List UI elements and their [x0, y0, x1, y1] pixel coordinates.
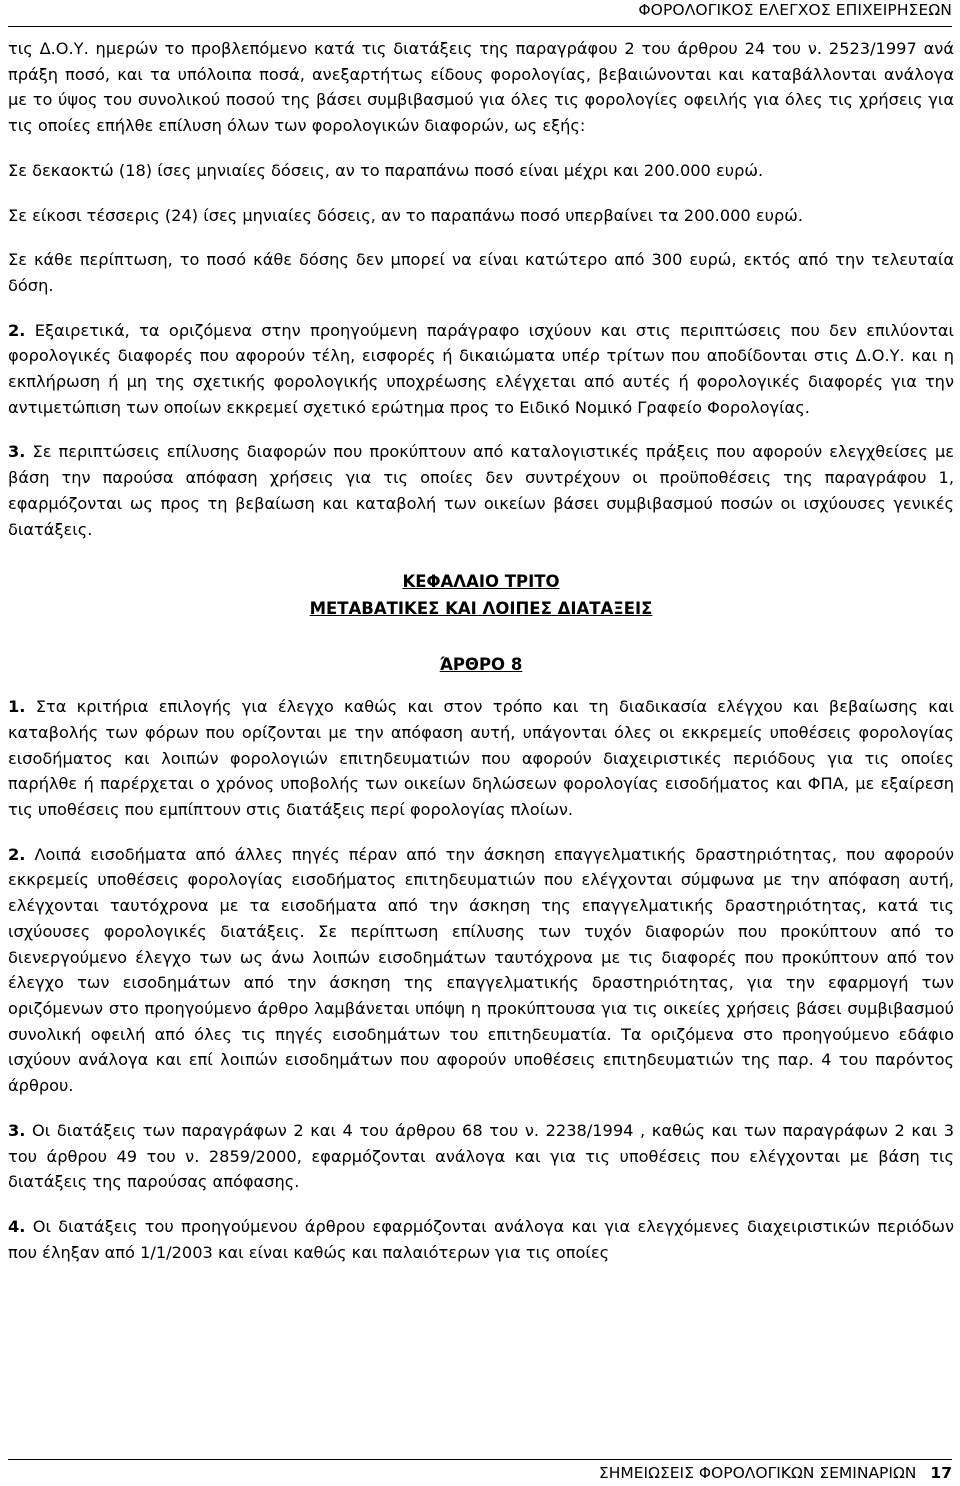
header-title: ΦΟΡΟΛΟΓΙΚΟΣ ΕΛΕΓΧΟΣ ΕΠΙΧΕΙΡΗΣΕΩΝ	[638, 1, 952, 19]
article-paragraph-3	[8, 1118, 954, 1195]
footer-text: ΣΗΜΕΙΩΣΕΙΣ ΦΟΡΟΛΟΓΙΚΩΝ ΣΕΜΙΝΑΡΙΩΝ	[598, 1464, 917, 1482]
paragraph-24-installments: Σε είκοσι τέσσερις (24) ίσες μηνιαίες δόσεις, αν το παραπάνω ποσό υπερβαίνει τα 200.000 ευρώ.	[8, 205, 803, 225]
paragraph-text: Οι διατάξεις του προηγούμενου άρθρου εφαρμόζονται ανάλογα και για ελεγχόμενες διαχειριστικών περιόδων που έληξαν από 1/1/2003 και είναι καθώς και παλαιότερων για τις οποίες	[8, 1216, 954, 1262]
paragraph-number: 3.	[8, 442, 26, 462]
paragraph-text: Σε περιπτώσεις επίλυσης διαφορών που προκύπτουν από καταλογιστικές πράξεις που αφορούν ελεγχθείσες με βάση την παρούσα απόφαση χρήσεις για τις οποίες δεν συντρέχουν οι προϋποθέσεις της παραγράφου 1, εφαρμόζονται ως προς τη βεβαίωση και καταβολή των οικείων βάσει συμβιβασμού ποσών οι ισχύουσες γενικές διατάξεις.	[8, 442, 954, 539]
page-footer	[8, 1459, 952, 1486]
footer-content	[599, 1463, 952, 1483]
paragraph-3	[8, 439, 954, 542]
paragraph-number: 2.	[8, 844, 26, 864]
paragraph-installments-intro: τις Δ.Ο.Υ. ημερών το προβλεπόμενο κατά τις διατάξεις της παραγράφου 2 του άρθρου 24 του ν. 2523/1997 ανά πράξη ποσό, και τα υπόλοιπα ποσά, ανεξαρτήτως είδους φορολογίας, βεβαιώνονται και καταβάλλονται ανάλογα με το ύψος του συνολικού ποσού της βάσει συμβιβασμού για όλες τις φορολογίες οφειλής για όλες τις χρήσεις για τις οποίες επήλθε επίλυση όλων των φορολογικών διαφορών, ως εξής:	[8, 39, 954, 136]
paragraph-text: Εξαιρετικά, τα οριζόμενα στην προηγούμενη παράγραφο ισχύουν και στις περιπτώσεις που δεν επιλύονται φορολογικές διαφορές που αφορούν τέλη, εισφορές ή δικαιώματα υπέρ τρίτων που αποδίδονται στις Δ.Ο.Υ. και η εκπλήρωση ή μη της σχετικής φορολογικής υποχρέωσης ελέγχεται από αυτές ή φορολογικές διαφορές για την αντιμετώπιση των οποίων εκκρεμεί σχετικό ερώτημα προς το Ειδικό Νομικό Γραφείο Φορολογίας.	[8, 320, 954, 417]
document-body	[8, 36, 954, 1265]
article-paragraph-1	[8, 694, 954, 823]
article-paragraph-2	[8, 842, 954, 1099]
chapter-title: ΚΕΦΑΛΑΙΟ ΤΡΙΤΟ	[402, 572, 560, 592]
paragraph-18-installments: Σε δεκαοκτώ (18) ίσες μηνιαίες δόσεις, αν το παραπάνω ποσό είναι μέχρι και 200.000 ευρώ.	[8, 160, 764, 180]
paragraph-2	[8, 318, 954, 421]
article-paragraph-4	[8, 1214, 954, 1265]
paragraph-minimum-installment: Σε κάθε περίπτωση, το ποσό κάθε δόσης δεν μπορεί να είναι κατώτερο από 300 ευρώ, εκτός από την τελευταία δόση.	[8, 250, 954, 295]
page-header	[8, 0, 952, 27]
paragraph-number: 2.	[8, 320, 26, 340]
page-number: 17	[930, 1464, 952, 1482]
article-title: ΆΡΘΡΟ 8	[439, 655, 523, 675]
paragraph-number: 1.	[8, 697, 26, 717]
paragraph-text: Λοιπά εισοδήματα από άλλες πηγές πέραν από την άσκηση επαγγελματικής δραστηριότητας, που αφορούν εκκρεμείς υποθέσεις φορολογίας εισοδήματος επιτηδευματιών που ελέγχονται σύμφωνα με την απόφαση αυτή, ελέγχονται ταυτόχρονα με τα εισοδήματα από την άσκηση της επαγγελματικής δραστηριότητας, κατά τις ισχύουσες φορολογικές διατάξεις. Σε περίπτωση επίλυσης των τυχόν διαφορών που προκύπτουν από το διενεργούμενο έλεγχο των ως άνω λοιπών εισοδημάτων ταυτόχρονα με τις διαφορές που προκύπτουν από τον έλεγχο των εισοδημάτων από την άσκηση της επαγγελματικής δραστηριότητας, για την εφαρμογή των οριζόμενων στο προηγούμενο άρθρο λαμβάνεται υπόψη η προκύπτουσα για τις οικείες χρήσεις βάσει συμβιβασμού συνολική οφειλή από όλες τις πηγές εισοδημάτων του επιτηδευματία. Τα οριζόμενα στο προηγούμενο εδάφιο ισχύουν ανάλογα και επί λοιπών εισοδημάτων που αφορούν υποθέσεις επιτηδευματιών της παρ. 4 του παρόντος άρθρου.	[8, 844, 954, 1096]
paragraph-text: Οι διατάξεις των παραγράφων 2 και 4 του άρθρου 68 του ν. 2238/1994 , καθώς και των παραγράφων 2 και 3 του άρθρου 49 του ν. 2859/2000, εφαρμόζονται ανάλογα και για τις υποθέσεις που ελέγχονται με βάση τις διατάξεις της παρούσας απόφασης.	[8, 1120, 955, 1192]
paragraph-number: 4.	[8, 1216, 26, 1236]
paragraph-number: 3.	[8, 1120, 26, 1140]
chapter-subtitle: ΜΕΤΑΒΑΤΙΚΕΣ ΚΑΙ ΛΟΙΠΕΣ ΔΙΑΤΑΞΕΙΣ	[309, 599, 653, 619]
paragraph-text: Στα κριτήρια επιλογής για έλεγχο καθώς και στον τρόπο και τη διαδικασία ελέγχου και βεβαίωσης και καταβολής των φόρων που ορίζονται με την απόφαση αυτή, υπάγονται όλες οι εκκρεμείς υποθέσεις φορολογίας εισοδήματος και λοιπών φορολογιών επιτηδευματιών που αφορούν διαχειριστικές περιόδους για τις οποίες παρήλθε ή παρέρχεται ο χρόνος υποβολής των οικείων δηλώσεων φορολογίας εισοδήματος και ΦΠΑ, με εξαίρεση τις υποθέσεις που εμπίπτουν στις διατάξεις περί φορολογίας πλοίων.	[8, 697, 954, 820]
